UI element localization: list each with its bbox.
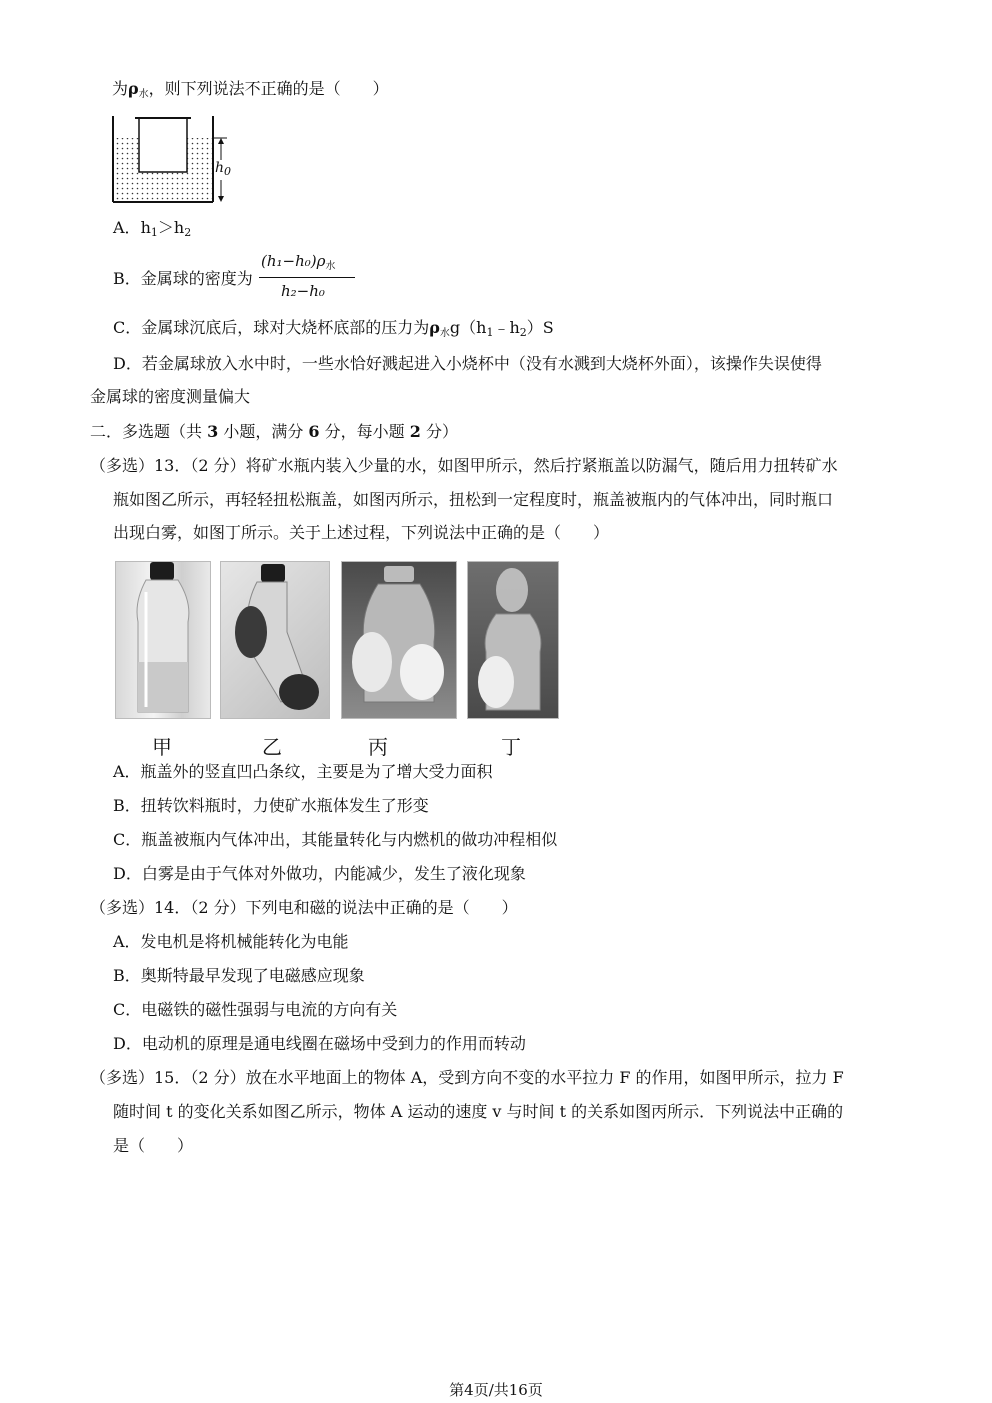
q13-option-c: C．瓶盖被瓶内气体冲出，其能量转化与内燃机的做功冲程相似	[113, 830, 558, 849]
q12-option-b	[113, 269, 253, 289]
q12-option-d-line1	[113, 354, 822, 374]
heading-total: 6	[308, 422, 320, 441]
rho-subscript: 水	[439, 328, 450, 339]
q12-option-d-line2: 金属球的密度测量偏大	[90, 387, 251, 406]
rho-symbol: ρ	[429, 318, 440, 337]
sub-1: 1	[486, 326, 494, 339]
heading-mid2: 分，每小题	[319, 422, 410, 441]
section-2-heading	[90, 422, 458, 442]
formula-part-c: ）S	[526, 318, 554, 337]
h0-letter: h	[215, 160, 225, 176]
photo-label-jia: 甲	[152, 735, 172, 759]
option-letter: A．	[113, 218, 141, 237]
rho-symbol: ρ	[128, 79, 139, 98]
numerator-text: (h₁−h₀)ρ	[261, 252, 326, 270]
heading-count: 3	[207, 422, 219, 441]
q14-option-d: D．电动机的原理是通电线圈在磁场中受到力的作用而转动	[113, 1034, 526, 1053]
option-text: 若金属球放入水中时，一些水恰好溅起进入小烧杯中（没有水溅到大烧杯外面），该操作失误使得	[141, 354, 822, 373]
density-fraction	[259, 252, 359, 304]
q14-option-c: C．电磁铁的磁性强弱与电流的方向有关	[113, 1000, 398, 1019]
option-letter: C．	[113, 318, 142, 337]
q13-stem-line1: （多选）13．（2 分）将矿水瓶内装入少量的水，如图甲所示，然后拧紧瓶盖以防漏气，随后用力扭转矿水	[90, 456, 838, 475]
q12-stem-tail	[112, 79, 389, 105]
q15-stem-line2: 随时间 t 的变化关系如图乙所示，物体 A 运动的速度 v 与时间 t 的关系如图丙所示．下列说法中正确的	[113, 1102, 844, 1121]
q13-option-b: B．扭转饮料瓶时，力使矿水瓶体发生了形变	[113, 796, 429, 815]
sub-1: 1	[150, 226, 158, 239]
q12-option-a	[113, 218, 191, 243]
q13-option-d: D．白雾是由于气体对外做功，内能减少，发生了液化现象	[113, 864, 526, 883]
q12-stem-pre: 为	[112, 79, 129, 98]
page-number-footer: 第4页/共16页	[449, 1381, 543, 1399]
photo-bottle-bing	[341, 561, 457, 719]
photo-label-ding: 丁	[501, 735, 521, 759]
q12-beaker-figure	[111, 112, 231, 204]
heading-pre: 二．多选题（共	[90, 422, 208, 441]
q15-stem-line3: 是（ ）	[113, 1136, 194, 1155]
q13-stem-line3: 出现白雾，如图丁所示。关于上述过程，下列说法中正确的是（ ）	[113, 523, 610, 542]
photo-bottle-ding	[467, 561, 559, 719]
q15-stem-line1: （多选）15．（2 分）放在水平地面上的物体 A，受到方向不变的水平拉力 F 的作用，如图甲所示，拉力 F	[90, 1068, 844, 1087]
q14-stem: （多选）14．（2 分）下列电和磁的说法中正确的是（ ）	[90, 898, 518, 917]
fraction-denominator: h₂−h₀	[281, 282, 325, 300]
fraction-numerator	[261, 252, 335, 272]
h0-label	[215, 160, 231, 180]
formula-part-a: g（h	[449, 318, 487, 337]
q12-stem-post: ，则下列说法不正确的是（ ）	[148, 79, 389, 98]
numerator-subscript: 水	[325, 261, 336, 272]
q13-option-a: A．瓶盖外的竖直凹凸条纹，主要是为了增大受力面积	[113, 762, 493, 781]
sub-2: 2	[519, 326, 527, 339]
heading-mid1: 小题，满分	[218, 422, 309, 441]
q12-option-c	[113, 318, 554, 344]
sub-2: 2	[184, 226, 192, 239]
h-letter: h	[140, 218, 151, 237]
heading-post: 分）	[420, 422, 458, 441]
fraction-bar	[259, 277, 355, 278]
option-text: 金属球沉底后，球对大烧杯底部的压力为	[141, 318, 430, 337]
h0-subscript: 0	[224, 165, 232, 178]
option-letter: B．	[113, 269, 141, 288]
option-letter: D．	[113, 354, 142, 373]
q13-stem-line2: 瓶如图乙所示，再轻轻扭松瓶盖，如图丙所示，扭松到一定程度时，瓶盖被瓶内的气体冲出，同时瓶口	[113, 490, 834, 509]
photo-bottle-jia	[115, 561, 211, 719]
gt-h: ＞h	[157, 218, 185, 237]
photo-bottle-yi	[220, 561, 330, 719]
rho-subscript: 水	[138, 89, 149, 100]
heading-each: 2	[409, 422, 421, 441]
photo-label-yi: 乙	[262, 735, 282, 759]
formula-part-b: ﹣h	[493, 318, 520, 337]
q14-option-b: B．奥斯特最早发现了电磁感应现象	[113, 966, 365, 985]
photo-label-bing: 丙	[368, 735, 388, 759]
option-text: 金属球的密度为	[140, 269, 253, 288]
q14-option-a: A．发电机是将机械能转化为电能	[113, 932, 349, 951]
